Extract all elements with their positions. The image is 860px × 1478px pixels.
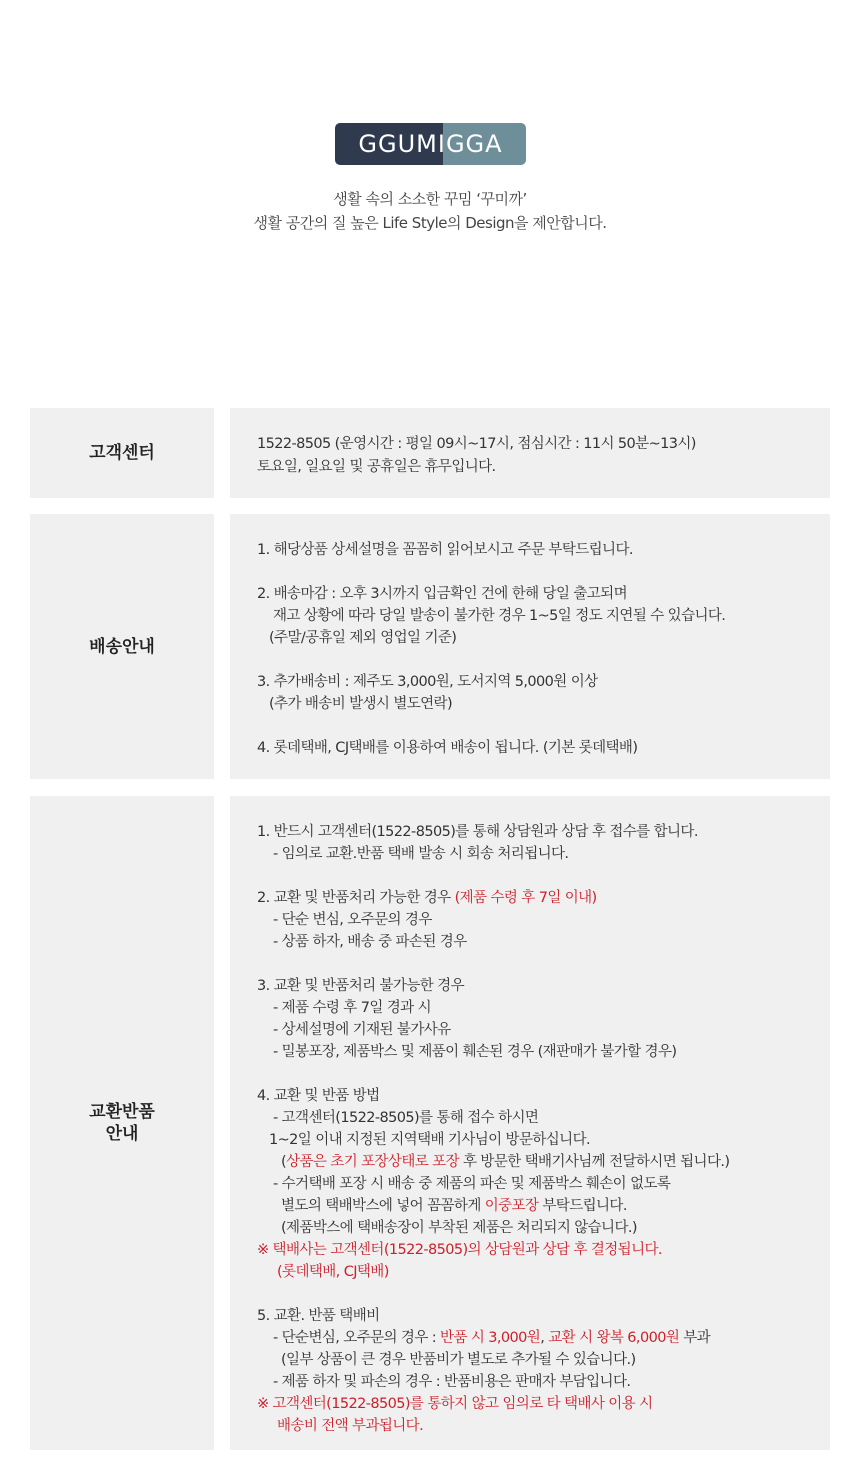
- exchange-line: - 단순변심, 오주문의 경우 : 반품 시 3,000원, 교환 시 왕복 6,000원 부과: [273, 1330, 711, 1346]
- exchange-notice: ※ 고객센터(1522-8505)를 통하지 않고 임의로 타 택배사 이용 시: [257, 1396, 653, 1412]
- customer-center-hours: 1522-8505 (운영시간 : 평일 09시~17시, 점심시간 : 11시 50분~13시): [257, 436, 696, 452]
- shipping-line: (주말/공휴일 제외 영업일 기준): [269, 630, 457, 646]
- shipping-line: 4. 롯데택배, CJ택배를 이용하여 배송이 됩니다. (기본 롯데택배): [257, 740, 638, 756]
- shipping-line: (추가 배송비 발생시 별도연락): [269, 696, 453, 712]
- exchange-line: (제품박스에 택배송장이 부착된 제품은 처리되지 않습니다.): [281, 1220, 637, 1236]
- exchange-title-2: 안내: [105, 1124, 139, 1144]
- exchange-line: 4. 교환 및 반품 방법: [257, 1088, 380, 1104]
- exchange-line: 5. 교환. 반품 택배비: [257, 1308, 380, 1324]
- shipping-line: 3. 추가배송비 : 제주도 3,000원, 도서지역 5,000원 이상: [257, 674, 598, 690]
- shipping-line: 재고 상황에 따라 당일 발송이 불가한 경우 1~5일 정도 지연될 수 있습니다.: [273, 608, 726, 624]
- brand-logo-text: GGUMIGGA: [358, 130, 503, 158]
- customer-center-label: [30, 408, 214, 498]
- exchange-line: - 상품 하자, 배송 중 파손된 경우: [273, 934, 467, 950]
- shipping-label: [30, 514, 214, 779]
- shipping-line: 2. 배송마감 : 오후 3시까지 입금확인 건에 한해 당일 출고되며: [257, 586, 627, 602]
- exchange-notice: 배송비 전액 부과됩니다.: [277, 1418, 424, 1434]
- exchange-line: 3. 교환 및 반품처리 불가능한 경우: [257, 978, 464, 994]
- exchange-line: 1. 반드시 고객센터(1522-8505)를 통해 상담원과 상담 후 접수를 합니다.: [257, 824, 698, 840]
- exchange-line: - 임의로 교환.반품 택배 발송 시 회송 처리됩니다.: [273, 846, 569, 862]
- exchange-fee-highlight: 교환 시 왕복 6,000원: [548, 1330, 680, 1346]
- exchange-line: 별도의 택배박스에 넣어 꼼꼼하게 이중포장 부탁드립니다.: [281, 1198, 627, 1214]
- return-fee-highlight: 반품 시 3,000원: [440, 1330, 541, 1346]
- exchange-line: - 제품 하자 및 파손의 경우 : 반품비용은 판매자 부담입니다.: [273, 1374, 631, 1390]
- customer-center-title: 고객센터: [89, 443, 155, 463]
- exchange-line: - 수거택배 포장 시 배송 중 제품의 파손 및 제품박스 훼손이 없도록: [273, 1176, 671, 1192]
- exchange-line: (상품은 초기 포장상태로 포장 후 방문한 택배기사님께 전달하시면 됩니다.): [281, 1154, 730, 1170]
- double-packing-highlight: 이중포장: [484, 1198, 539, 1214]
- customer-center-holidays: 토요일, 일요일 및 공휴일은 휴무입니다.: [257, 459, 496, 475]
- exchange-line: - 단순 변심, 오주문의 경우: [273, 912, 432, 928]
- shipping-info: [230, 514, 830, 779]
- exchange-line: - 제품 수령 후 7일 경과 시: [273, 1000, 431, 1016]
- tagline-line-1: 생활 속의 소소한 꾸밈 ‘꾸미까’: [333, 190, 527, 208]
- exchange-info: [230, 796, 830, 1450]
- packaging-highlight: 상품은 초기 포장상태로 포장: [286, 1154, 459, 1170]
- exchange-notice: ※ 택배사는 고객센터(1522-8505)의 상담원과 상담 후 결정됩니다.: [257, 1242, 662, 1258]
- exchange-line: 2. 교환 및 반품처리 가능한 경우 (제품 수령 후 7일 이내): [257, 890, 597, 906]
- tagline-line-2: 생활 공간의 질 높은 Life Style의 Design을 제안합니다.: [253, 214, 607, 232]
- exchange-line: - 밀봉포장, 제품박스 및 제품이 훼손된 경우 (재판매가 불가할 경우): [273, 1044, 677, 1060]
- exchange-notice: (롯데택배, CJ택배): [277, 1264, 389, 1280]
- exchange-line: - 상세설명에 기재된 불가사유: [273, 1022, 451, 1038]
- exchange-line: (일부 상품이 큰 경우 반품비가 별도로 추가될 수 있습니다.): [281, 1352, 636, 1368]
- exchange-window-highlight: (제품 수령 후 7일 이내): [454, 890, 597, 906]
- exchange-line: 1~2일 이내 지정된 지역택배 기사님이 방문하십니다.: [269, 1132, 590, 1148]
- exchange-label: [30, 796, 214, 1450]
- shipping-title: 배송안내: [89, 636, 155, 657]
- customer-center-info: [230, 408, 830, 498]
- exchange-title-1: 교환반품: [89, 1102, 155, 1122]
- shipping-line: 1. 해당상품 상세설명을 꼼꼼히 읽어보시고 주문 부탁드립니다.: [257, 542, 633, 558]
- brand-logo: [335, 123, 526, 165]
- exchange-line: - 고객센터(1522-8505)를 통해 접수 하시면: [273, 1110, 539, 1126]
